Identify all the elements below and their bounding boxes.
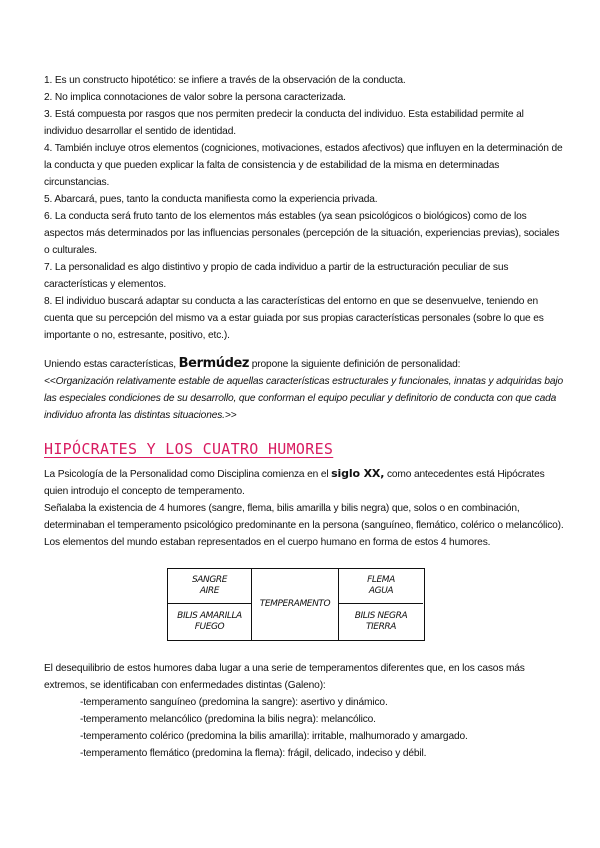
cell-bilis-amarilla-fuego <box>168 604 252 640</box>
cell-element: TIERRA <box>365 622 397 632</box>
list-item: 1. Es un constructo hipotético: se infiere a través de la observación de la conducta. <box>44 75 406 86</box>
temperament-item: -temperamento sanguíneo (predomina la sangre): asertivo y dinámico. <box>80 697 388 708</box>
cell-humor: SANGRE <box>191 575 228 585</box>
section-heading: HIPÓCRATES Y LOS CUATRO HUMORES <box>44 440 334 458</box>
list-item: 6. La conducta será fruto tanto de los elementos más estables (ya sean psicológicos o biológicos) como de los aspectos más determinados por las influencias personales (percepción de la situación, experiencias previas), sociales o culturales. <box>44 211 560 256</box>
temperament-item: -temperamento flemático (predomina la flema): frágil, delicado, indeciso y débil. <box>80 748 427 759</box>
cell-sangre-aire <box>168 569 252 604</box>
p1-bold: siglo XX, <box>331 467 385 480</box>
p1-prefix: La Psicología de la Personalidad como Disciplina comienza en el <box>44 469 332 480</box>
cell-element: FUEGO <box>194 622 225 632</box>
cell-humor: BILIS NEGRA <box>354 611 408 621</box>
list-item: 7. La personalidad es algo distintivo y propio de cada individuo a partir de la estructuración peculiar de sus características y elementos. <box>44 262 509 290</box>
temperament-item: -temperamento colérico (predomina la bilis amarilla): irritable, malhumorado y amargado. <box>80 731 468 742</box>
list-item: 4. También incluye otros elementos (cogniciones, motivaciones, estados afectivos) que influyen en la determinación de la conducta y que pueden explicar la falta de consistencia y de estabilidad de la misma en determinadas circunstancias. <box>44 143 563 188</box>
cell-temperamento <box>252 569 338 640</box>
intro-suffix: propone la siguiente definición de personalidad: <box>249 359 461 370</box>
cell-element: AGUA <box>368 586 394 596</box>
characteristics-list <box>44 72 564 344</box>
definition-section <box>44 355 564 424</box>
cell-humor: BILIS AMARILLA <box>177 611 242 621</box>
definition-intro <box>44 355 564 373</box>
list-item: 5. Abarcará, pues, tanto la conducta manifiesta como la experiencia privada. <box>44 194 378 205</box>
author-name: Bermúdez <box>178 356 250 371</box>
temperament-item: -temperamento melancólico (predomina la bilis negra): melancólico. <box>80 714 376 725</box>
cell-element: AIRE <box>199 586 220 596</box>
list-item: 8. El individuo buscará adaptar su conducta a las características del entorno en que se desenvuelve, teniendo en cuenta que su percepción del mismo va a estar guiada por sus propias características personales (sobre lo que es importante o no, estresante, positivo, etc.). <box>44 296 544 341</box>
definition-quote: <<Organización relativamente estable de aquellas características estructurales y funcionales, innatas y adquiridas bajo las especiales condiciones de su desarrollo, que conforman el equipo peculiar y definitorio de conducta con que cada individuo afronta las distintas situaciones.>> <box>44 376 563 421</box>
humores-paragraph-1 <box>44 465 564 500</box>
temperaments-intro: El desequilibrio de estos humores daba lugar a una serie de temperamentos diferentes que, en los casos más extremos, se identificaban con enfermedades distintas (Galeno): <box>44 663 525 691</box>
cell-center-label: TEMPERAMENTO <box>259 599 331 609</box>
cell-flema-agua <box>338 569 423 604</box>
humores-section <box>44 465 564 551</box>
list-item: 2. No implica connotaciones de valor sobre la persona caracterizada. <box>44 92 346 103</box>
list-item: 3. Está compuesta por rasgos que nos permiten predecir la conducta del individuo. Esta estabilidad permite al individuo desarrollar el sentido de identidad. <box>44 109 524 137</box>
cell-humor: FLEMA <box>367 575 395 585</box>
intro-prefix: Uniendo estas características, <box>44 359 179 370</box>
cell-bilis-negra-tierra <box>338 604 423 640</box>
humors-table <box>167 568 425 641</box>
humores-paragraph-2: Señalaba la existencia de 4 humores (sangre, flema, bilis amarilla y bilis negra) que, solos o en combinación, determinaban el temperamento psicológico predominante en la persona (sanguíneo, flemático, colérico o melancólico). Los elementos del mundo estaban representados en el cuerpo humano en forma de estos 4 humores. <box>44 503 564 548</box>
temperaments-section <box>44 660 564 762</box>
p1-suffix: como antecedentes está Hipócrates quien introdujo el concepto de temperamento. <box>44 469 545 497</box>
